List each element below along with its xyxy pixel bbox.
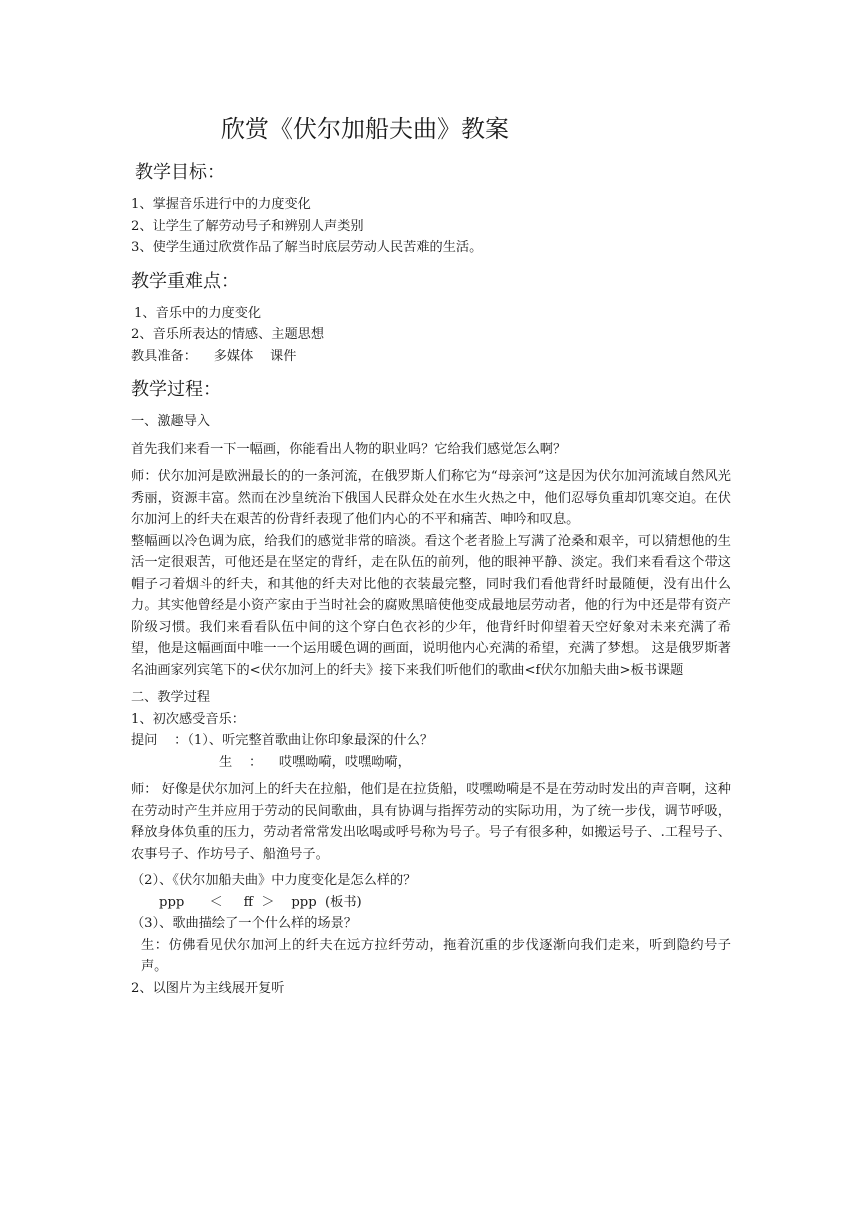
answer: 生 ： 哎嘿呦嗬，哎嘿呦嗬， (219, 754, 411, 770)
keypoint-item: 2、音乐所表达的情感、主题思想 (131, 327, 325, 342)
dynamics-notation: ppp ＜ ff ＞ ppp (板书) (159, 894, 362, 910)
document-title: 欣赏《伏尔加船夫曲》教案 (221, 115, 509, 143)
teaching-tools: 教具准备： 多媒体 课件 (131, 348, 297, 364)
section-heading: 二、教学过程 (131, 690, 211, 705)
objective-item: 3、使学生通过欣赏作品了解当时底层劳动人民苦难的生活。 (131, 240, 483, 255)
process-heading: 教学过程： (131, 379, 221, 400)
paragraph: 首先我们来看一下一幅画，你能看出人物的职业吗？它给我们感觉怎么啊？ (131, 441, 567, 457)
keypoints-heading: 教学重难点： (131, 270, 239, 292)
document-content (131, 108, 731, 999)
sub-heading: 1、初次感受音乐： (131, 711, 245, 727)
question: （3）、歌曲描绘了一个什么样的场景？ (131, 916, 357, 931)
keypoint-item: 1、音乐中的力度变化 (134, 305, 262, 321)
answer: 生：仿佛看见伏尔加河上的纤夫在远方拉纤劳动，拖着沉重的步伐逐渐向我们走来，听到隐约号子声。 (141, 937, 731, 974)
section-heading: 一、激趣导入 (131, 414, 211, 429)
question: 提问 ：（1）、听完整首歌曲让你印象最深的什么？ (131, 733, 434, 748)
objectives-heading: 教学目标： (135, 162, 225, 183)
paragraph: 师：伏尔加河是欧洲最长的的一条河流，在俄罗斯人们称它为“母亲河”这是因为伏尔加河流域自然风光秀丽，资源丰富。然而在沙皇统治下俄国人民群众处在水生火热之中，他们忍辱负重却饥寒交迫。在伏尔加河上的纤夫在艰苦的份背纤表现了他们内心的不平和痛苦、呻吟和叹息。 (131, 469, 731, 527)
objective-item: 1、掌握音乐进行中的力度变化 (131, 197, 311, 212)
paragraph: 整幅画以冷色调为底，给我们的感觉非常的暗淡。看这个老者脸上写满了沧桑和艰辛，可以猜想他的生活一定很艰苦，可他还是在坚定的背纤，走在队伍的前列，他的眼神平静、淡定。我们来看看这个带这帽子刁着烟斗的纤夫，和其他的纤夫对比他的衣装最完整，同时我们看他背纤时最随便，没有出什么力。其实他曾经是小资产家由于当时社会的腐败黑暗使他变成最地层劳动者，他的行为中还是带有资产阶级习惯。我们来看看队伍中间的这个穿白色衣衫的少年，他背纤时仰望着天空好象对未来充满了希望，他是这幅画面中唯一一个运用暖色调的画面，说明他内心充满的希望，充满了梦想。 这是俄罗斯著名油画家列宾笔下的<伏尔加河上的纤夫》接下来我们听他们的歌曲<f伏尔加船夫曲>板书课题 (131, 533, 731, 678)
question: （2）、《伏尔加船夫曲》中力度变化是怎么样的？ (131, 873, 417, 888)
sub-heading: 2、以图片为主线展开复听 (131, 980, 285, 996)
objective-item: 2、让学生了解劳动号子和辨别人声类别 (131, 218, 364, 234)
paragraph: 师： 好像是伏尔加河上的纤夫在拉船，他们是在拉货船，哎嘿呦嗬是不是在劳动时发出的声音啊，这种在劳动时产生并应用于劳动的民间歌曲，具有协调与指挥劳动的实际功用，为了统一步伐，调节呼吸，释放身体负重的压力，劳动者常常发出吆喝或呼号称为号子。号子有很多种，如搬运号子、.工程号子、农事号子、作坊号子、船渔号子。 (131, 782, 731, 862)
